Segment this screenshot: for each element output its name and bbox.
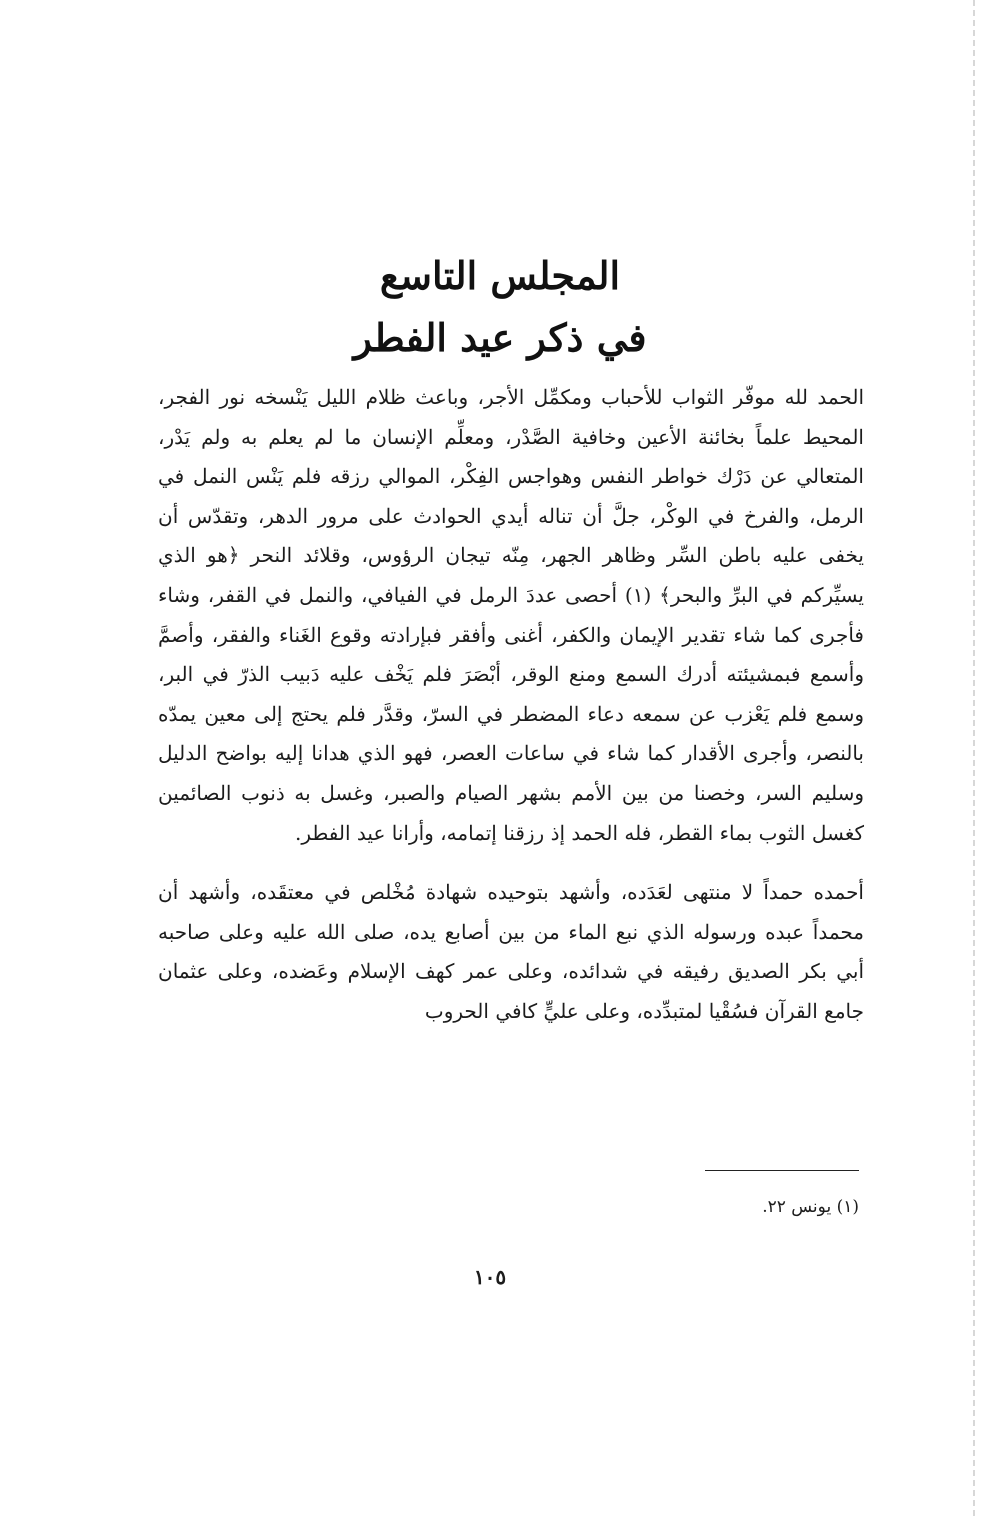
paragraph-1: الحمد لله موفّر الثواب للأحباب ومكمِّل الأجر، وباعث ظلام الليل يَنْسخه نور الفجر، المحيط علماً بخائنة الأعين وخافية الصَّدْر، ومعلِّم الإنسان ما لم يعلم به ولم يَدْر، المتعالي عن دَرْك خواطر النفس وهواجس الفِكْر، الموالي رزقه فلم يَنْس النمل في الرمل، والفرخ في الوكْر، جلَّ أن تناله أيدي الحوادث على مرور الدهر، وتقدّس أن يخفى عليه باطن السِّر وظاهر الجهر، مِنّه تيجان الرؤوس، وقلائد النحر ﴿هو الذي يسيِّركم في البرِّ والبحر﴾ (١) أحصى عددَ الرمل في الفيافي، والنمل في القفر، وشاء فأجرى كما شاء تقدير الإيمان والكفر، أغنى وأفقر فبإرادته وقوع الغَناء والفقر، وأصمَّ وأسمع فبمشيئته أدرك السمع ومنع الوقر، أبْصَرَ فلم يَخْف عليه دَبيب الذرّ في البر، وسمع فلم يَعْزب عن سمعه دعاء المضطر في السرّ، وقدَّر فلم يحتج إلى معين يمدّه بالنصر، وأجرى الأقدار كما شاء في ساعات العصر، فهو الذي هدانا إليه بواضح الدليل وسليم السر، وخصنا من بين الأمم بشهر الصيام والصبر، وغسل به ذنوب الصائمين كغسل الثوب بماء القطر، فله الحمد إذ رزقنا إتمامه، وأرانا عيد الفطر. [158,385,864,845]
chapter-subtitle: في ذكر عيد الفطر [353,315,647,360]
footnote-separator [705,1170,859,1171]
paragraph-2: أحمده حمداً لا منتهى لعَدَده، وأشهد بتوحيده شهادة مُخْلص في معتقَده، وأشهد أن محمداً عبده ورسوله الذي نبع الماء من بين أصابع يده، صلى الله عليه وعلى صاحبه أبي بكر الصديق رفيقه في شدائده، وعلى عمر كهف الإسلام وعَضده، وعلى عثمان جامع القرآن فسُقْيا لمتبدِّده، وعلى عليٍّ كافي الحروب [158,880,864,1023]
body-text [158,378,864,1032]
chapter-heading [150,245,850,369]
page-number: ١٠٥ [473,1265,507,1289]
scan-edge-line [973,0,975,1517]
chapter-title: المجلس التاسع [379,253,621,298]
footnote: (١) يونس ٢٢. [762,1197,859,1217]
